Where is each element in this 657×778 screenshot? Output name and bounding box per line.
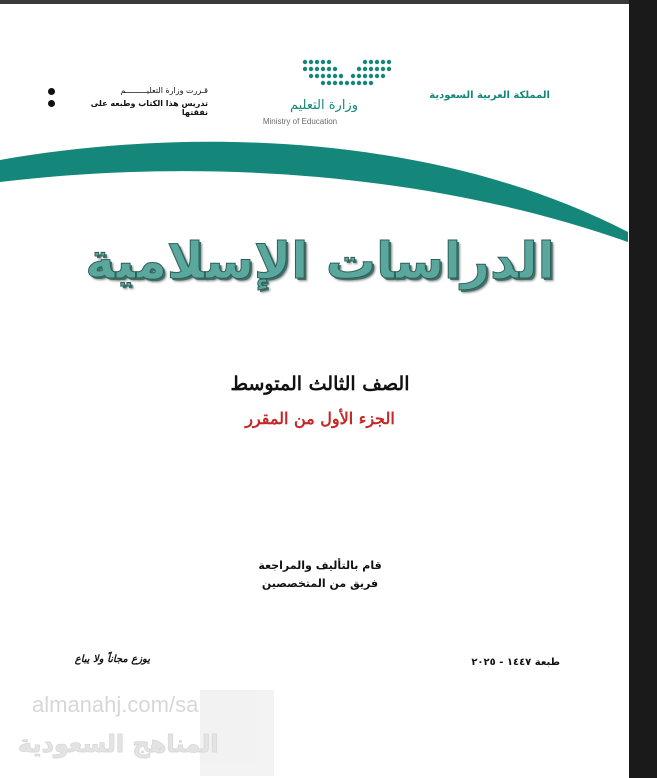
ministry-name-english: Ministry of Education <box>262 117 338 126</box>
ministry-logo-icon <box>300 58 395 94</box>
ministry-name-arabic: وزارة التعليم <box>289 98 358 113</box>
book-title: الدراسات الإسلامية <box>85 232 555 290</box>
credits-block <box>220 557 420 593</box>
watermark-arabic: المناهج السعودية <box>18 730 219 758</box>
teal-swoosh-band <box>0 120 657 250</box>
scan-border-right <box>629 0 657 778</box>
site-watermark <box>14 672 264 778</box>
kingdom-label: المملكة العربية السعودية <box>429 90 550 101</box>
bullet-icon <box>48 100 55 107</box>
free-distribution-note: يوزع مجاناً ولا يباع <box>74 654 150 665</box>
approval-row-1 <box>48 86 208 99</box>
approval-row-2 <box>48 99 208 117</box>
approval-line-2: تدريس هذا الكتاب وطبعه على نفقتها <box>90 99 208 117</box>
part-label: الجزء الأول من المقرر <box>245 409 395 428</box>
credits-line-2: فريق من المتخصصين <box>261 577 379 590</box>
watermark-url: almanahj.com/sa <box>32 692 199 717</box>
grade-label: الصف الثالث المتوسط <box>230 373 410 395</box>
bullet-icon <box>48 88 55 95</box>
credits-line-1: قام بالتأليف والمراجعة <box>258 559 382 572</box>
approval-line-1: قـررت وزارة التعليـــــــــم <box>120 86 208 95</box>
scan-border-top <box>0 0 657 4</box>
ministry-approval-note <box>48 86 208 117</box>
edition-label: طبعة ١٤٤٧ - ٢٠٢٥ <box>471 657 560 668</box>
